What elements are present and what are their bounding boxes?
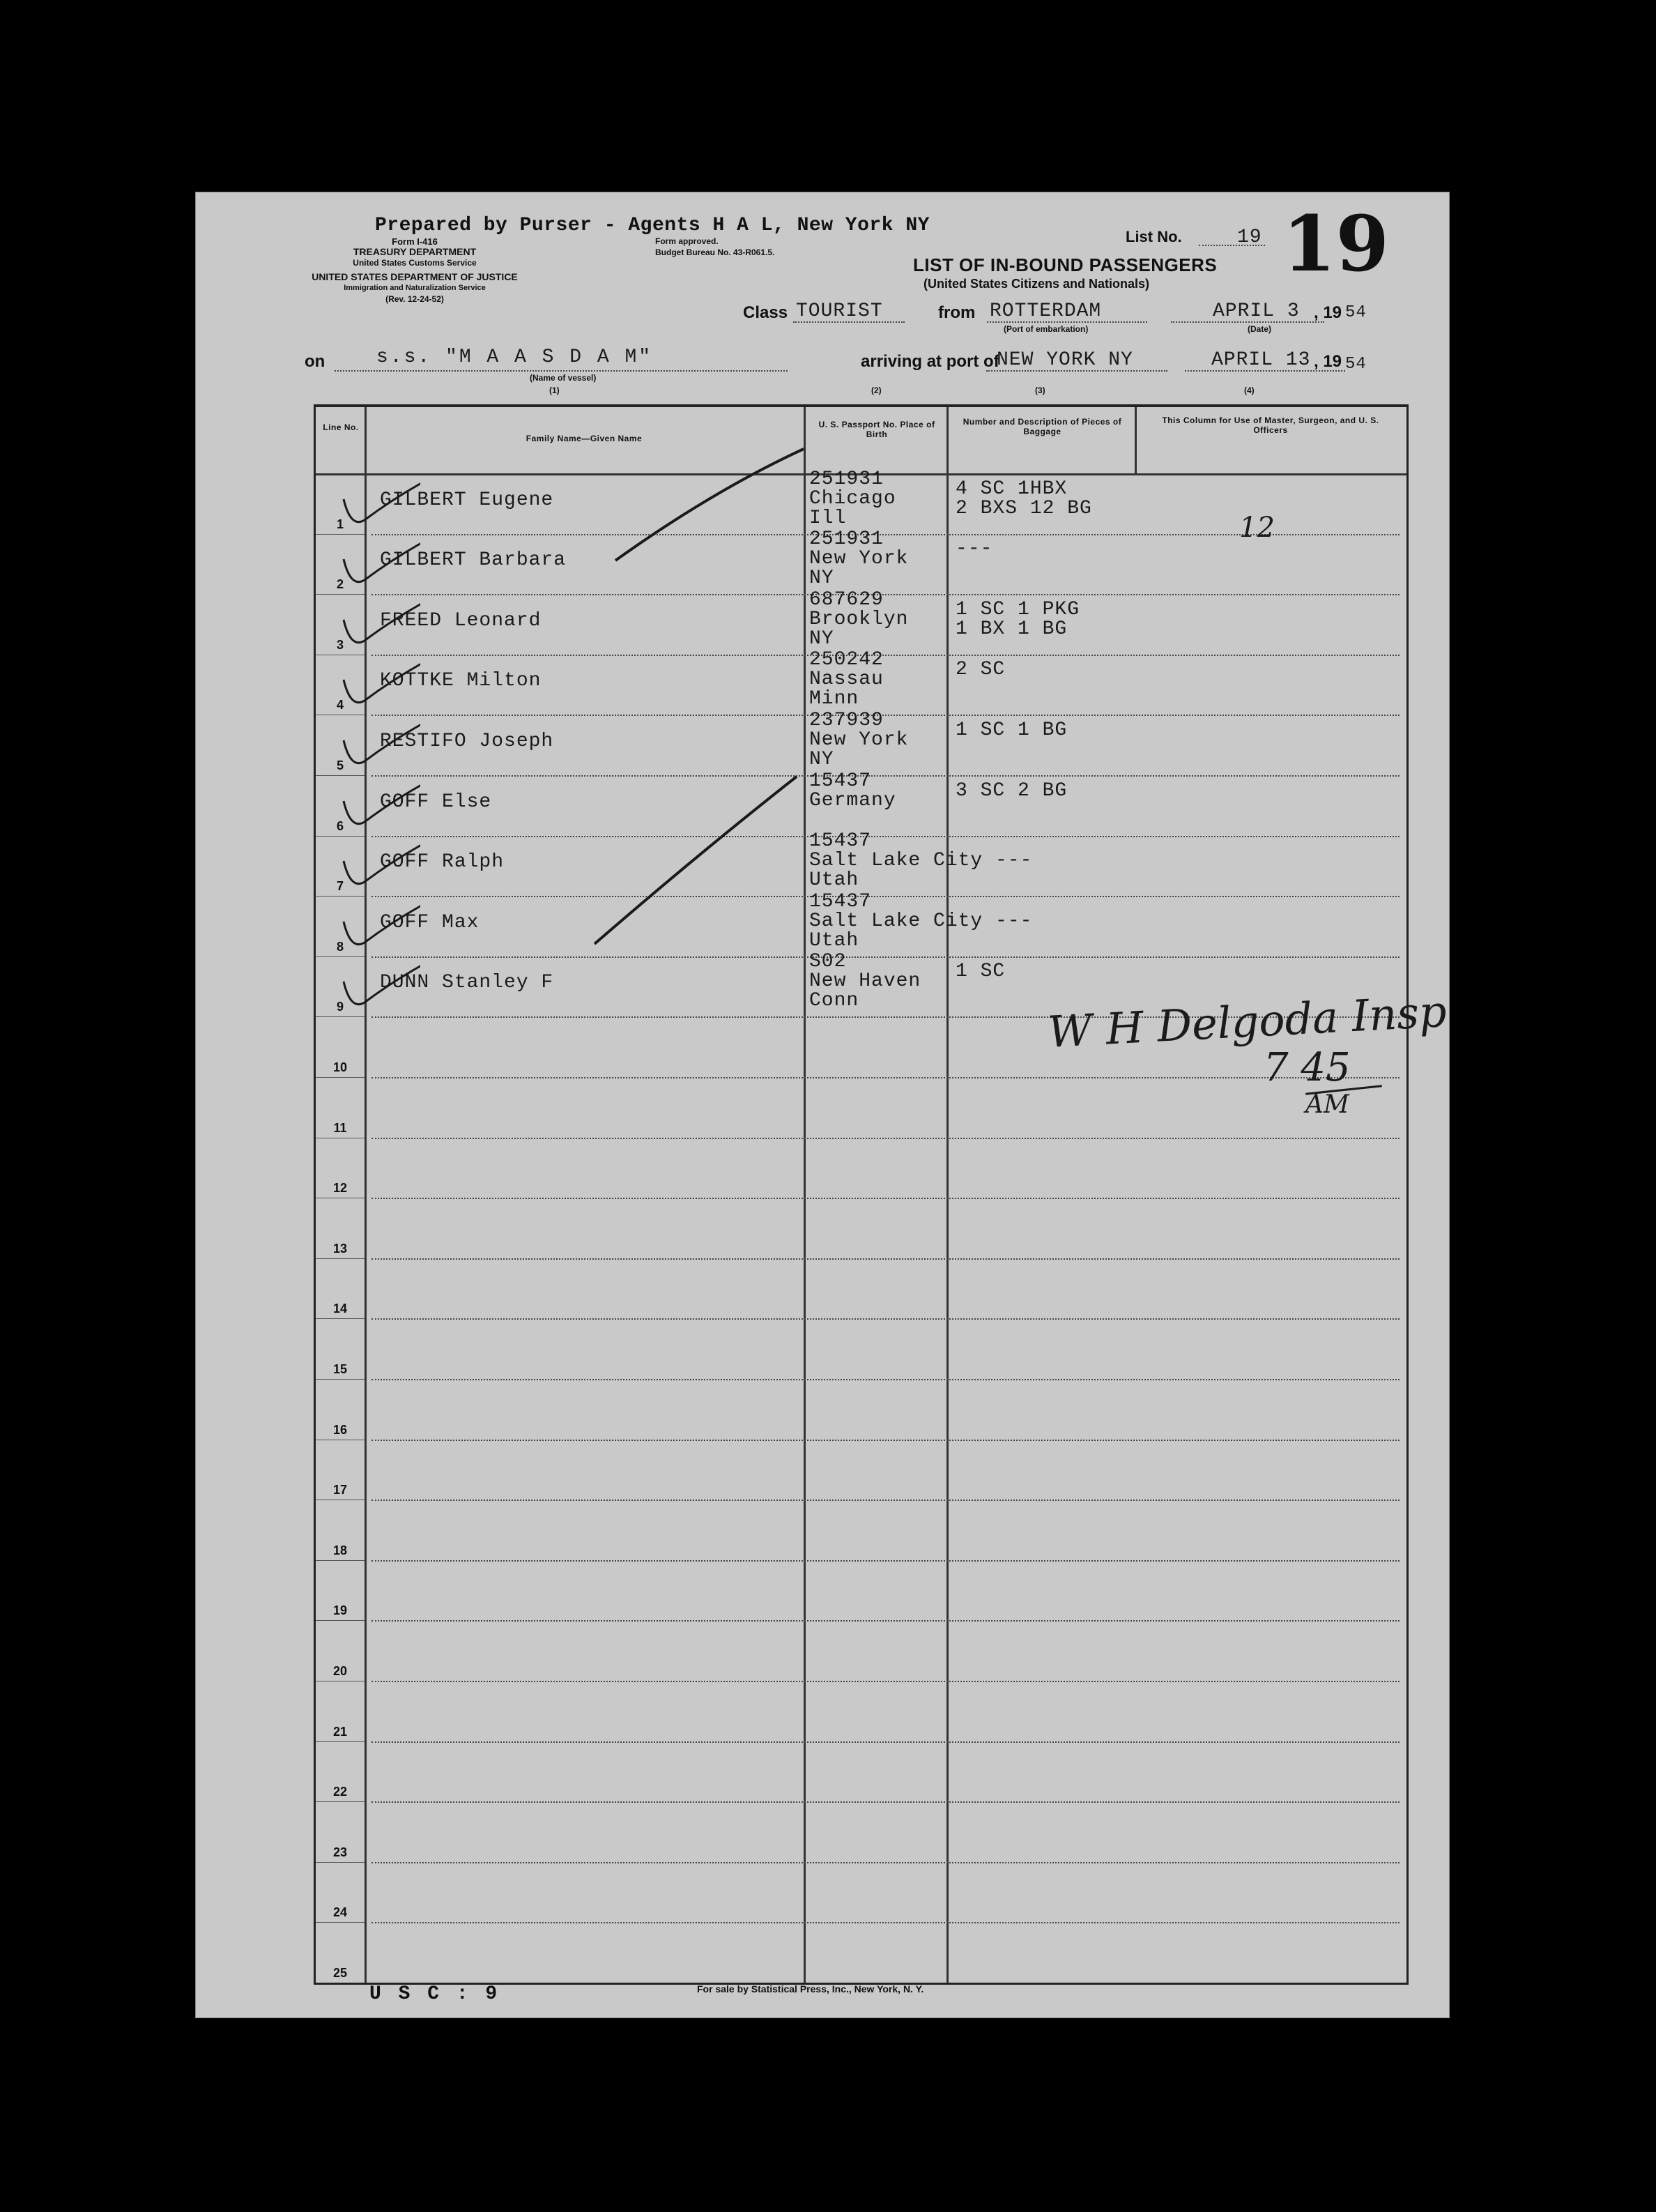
birth-place: Chicago [809,487,896,510]
passenger-name: GOFF Max [380,911,480,933]
row-rule-line-no [316,1801,365,1802]
row-rule [371,1138,1400,1139]
passenger-name: GOFF Else [380,791,492,813]
check-mark-icon [337,840,420,889]
date-caption: (Date) [1248,324,1272,334]
check-mark-icon [337,961,420,1009]
line-number: 10 [332,1060,348,1074]
baggage-line-1: --- [956,538,993,560]
date1-year-prefix: , 19 [1314,303,1342,322]
birth-place-state: NY [809,749,834,770]
on-label: on [305,352,325,371]
list-subtitle: (United States Citizens and Nationals) [923,277,1150,291]
line-number: 12 [332,1181,348,1196]
revision: (Rev. 12-24-52) [385,294,444,304]
row-rule [371,594,1400,595]
check-mark-icon [337,599,420,648]
class-value: TOURIST [796,300,883,322]
row-rule [371,896,1400,897]
date2-year-prefix: , 19 [1314,352,1342,371]
passport-number: 251931 [809,528,884,551]
line-number: 9 [336,1000,344,1014]
passenger-name: DUNN Stanley F [380,972,554,994]
customs-service: United States Customs Service [353,258,477,268]
passenger-name: RESTIFO Joseph [380,731,554,752]
cancel-stroke [588,770,811,951]
passport-number: S02 [809,951,847,973]
check-mark-icon [337,659,420,708]
birth-place-state: Conn [809,990,859,1012]
row-rule-line-no [316,836,365,837]
row-rule-line-no [316,1741,365,1742]
row-rule [371,1681,1400,1682]
line-number: 24 [332,1905,348,1920]
inspector-signature: W H Delgoda Insp [1046,986,1448,1058]
row-rule [371,1500,1400,1501]
line-number: 11 [333,1120,347,1135]
row-rule [371,1862,1400,1863]
passenger-name: GILBERT Barbara [380,549,567,572]
row-rule-line-no [316,1077,365,1078]
list-no-label: List No. [1126,228,1182,245]
baggage-line-2: 1 BX 1 BG [956,618,1068,640]
list-no-typed: 19 [1237,227,1262,248]
line-number: 4 [336,698,344,712]
baggage-line-1: 2 SC [956,659,1006,681]
baggage-line-2: 2 BXS 12 BG [956,497,1092,519]
line-number: 8 [336,939,344,954]
row-rule [371,836,1400,837]
row-rule [371,1198,1400,1199]
prepared-by-line: Prepared by Purser - Agents H A L, New York NY [375,215,930,236]
line-number: 6 [336,818,344,833]
arriving-label: arriving at port of [861,352,999,371]
time-stamp: 7 45 [1264,1045,1351,1090]
baggage-line-1: 4 SC 1HBX [956,478,1068,500]
line-number: 2 [336,577,344,592]
class-label: Class [743,303,788,322]
row-rule [371,1077,1400,1078]
time-ampm: AM [1305,1090,1349,1119]
manifest-page [195,192,1450,2018]
check-mark-icon [337,538,420,587]
date1-year: 54 [1345,303,1367,322]
birth-place-state: NY [809,567,834,590]
birth-place: New York [809,548,909,570]
row-rule [371,775,1400,777]
vessel-value: s.s. "M A A S D A M" [376,346,653,368]
birth-place: New Haven [809,970,921,993]
line-number: 20 [332,1664,348,1678]
row-rule-line-no [316,1862,365,1863]
birth-place-state: Minn [809,688,859,710]
passenger-name: KOTTKE Milton [380,670,542,692]
date1-value: APRIL 3 [1213,300,1300,322]
budget-bureau: Budget Bureau No. 43-R061.5. [655,247,775,257]
passport-number: 687629 [809,588,884,611]
row-rule [371,1620,1400,1622]
row-rule-line-no [316,896,365,897]
line-number: 13 [332,1241,348,1256]
from-label: from [938,303,976,322]
col-divider [946,407,949,1983]
form-number: Form I-416 [392,236,438,247]
caption-1: (1) [549,386,560,395]
line-number: 23 [332,1845,348,1859]
baggage-line-1: 1 SC [956,961,1006,983]
check-mark-icon [337,478,420,527]
list-no-stamp: 19 [1282,199,1390,289]
row-rule-line-no [316,775,365,776]
check-mark-icon [337,719,420,768]
row-rule-line-no [316,1318,365,1319]
line-number: 17 [332,1483,348,1497]
header-passport: U. S. Passport No. Place of Birth [818,420,935,439]
row-rule [371,655,1400,656]
baggage-line-1: 1 SC 1 BG [956,719,1068,741]
passport-number: 251931 [809,468,884,490]
birth-place: New York [809,729,909,751]
from-caption: (Port of embarkation) [1004,324,1089,334]
printer-note: For sale by Statistical Press, Inc., New York, N. Y. [697,1983,924,1994]
justice-dept: UNITED STATES DEPARTMENT OF JUSTICE [312,271,518,282]
treasury-dept: TREASURY DEPARTMENT [353,246,477,257]
line-number: 18 [332,1543,348,1557]
passenger-name: FREED Leonard [380,609,542,632]
caption-2: (2) [871,386,882,395]
line-number: 21 [332,1724,348,1739]
ins-service: Immigration and Naturalization Service [344,284,486,292]
port-value: NEW YORK NY [997,349,1133,371]
header-officers: This Column for Use of Master, Surgeon, and U. S. Officers [1162,415,1379,435]
list-title: LIST OF IN-BOUND PASSENGERS [913,254,1218,275]
col-divider [804,407,806,1983]
header-name: Family Name—Given Name [526,434,643,443]
birth-place: Salt Lake City --- [809,910,1033,932]
header-baggage: Number and Description of Pieces of Baggage [963,417,1122,436]
passport-number: 15437 [809,770,872,792]
row-rule-line-no [316,1258,365,1259]
date2-year: 54 [1345,355,1367,374]
birth-place-state: Ill [809,507,847,529]
line-number: 25 [332,1966,348,1980]
row-rule [371,1440,1400,1441]
caption-3: (3) [1035,386,1045,395]
row-rule-line-no [316,1016,365,1017]
row-rule-line-no [316,1560,365,1561]
check-mark-icon [337,901,420,949]
line-number: 1 [336,517,344,531]
row-rule [371,1801,1400,1803]
form-approved: Form approved. [655,236,719,246]
vessel-line [335,370,788,372]
passport-number: 15437 [809,890,872,913]
row-rule-line-no [316,956,365,957]
passenger-name: GOFF Ralph [380,851,505,874]
row-rule-line-no [316,1379,365,1380]
baggage-line-1: 1 SC 1 PKG [956,598,1080,620]
birth-place: Germany [809,789,896,811]
vessel-caption: (Name of vessel) [530,373,597,383]
birth-place: Nassau [809,669,884,691]
line-number: 14 [332,1302,348,1316]
row-rule-line-no [316,534,365,535]
passport-number: 250242 [809,649,884,671]
col-divider [1135,407,1137,473]
header-line-no: Line No. [323,422,359,432]
officer-mark: 12 [1239,512,1275,544]
row-rule-line-no [316,1922,365,1923]
usc-code: U S C : 9 [369,1983,500,2005]
caption-4: (4) [1244,386,1255,395]
row-rule [371,1922,1400,1923]
check-mark-icon [337,780,420,829]
passport-number: 15437 [809,830,872,853]
passport-number: 237939 [809,710,884,731]
row-rule [371,956,1400,958]
line-number: 5 [336,758,344,772]
birth-place: Salt Lake City --- [809,850,1033,872]
line-number: 19 [332,1603,348,1618]
passenger-table [314,404,1448,1985]
birth-place: Brooklyn [809,608,909,630]
passenger-name: GILBERT Eugene [380,489,554,511]
row-rule-line-no [316,1620,365,1621]
row-rule [371,1741,1400,1743]
line-number: 15 [332,1362,348,1376]
row-rule [371,1258,1400,1260]
line-number: 3 [336,637,344,652]
line-number: 22 [332,1785,348,1799]
birth-place-state: Utah [809,869,859,892]
birth-place-state: Utah [809,929,859,952]
birth-place-state: NY [809,627,834,650]
line-number: 7 [336,879,344,894]
baggage-line-1: 3 SC 2 BG [956,779,1068,802]
row-rule [371,715,1400,716]
date2-value: APRIL 13 [1211,349,1311,371]
cancel-stroke [608,442,818,567]
line-number: 16 [332,1422,348,1437]
row-rule [371,1379,1400,1380]
row-rule [371,1318,1400,1320]
row-rule [371,1560,1400,1562]
row-rule-line-no [316,594,365,595]
from-value: ROTTERDAM [990,300,1102,322]
